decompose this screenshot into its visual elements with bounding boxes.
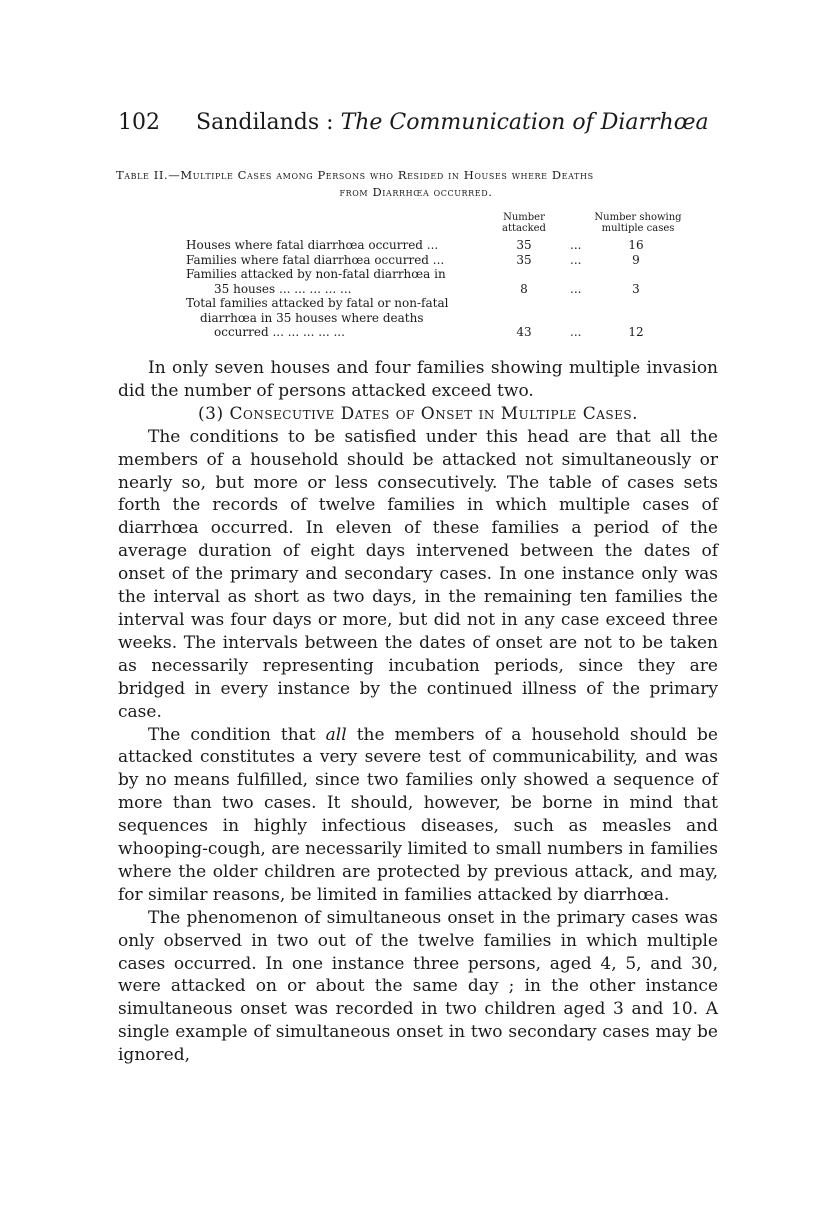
table-row-continued (186, 311, 686, 326)
row-dots: ... (570, 238, 582, 252)
header-author: Sandilands : (196, 110, 334, 135)
paragraph (118, 724, 718, 907)
table-row (186, 253, 686, 268)
table-row (186, 267, 686, 282)
row-label-cont: diarrhœa in 35 houses where deaths (200, 310, 424, 325)
col1-header-line2: attacked (502, 223, 546, 234)
paragraph: In only seven houses and four families showing multiple invasion did the number of persons attacked exceed two. (118, 358, 718, 401)
table-row (186, 296, 686, 311)
row-attacked: 35 (516, 252, 532, 267)
header-title: The Communication of Diarrhœa (340, 110, 709, 135)
row-attacked: 43 (516, 325, 532, 339)
row-label: Total families attacked by fatal or non-fatal (186, 296, 449, 310)
row-label-cont: 35 houses ... ... ... ... ... (214, 281, 352, 296)
paragraph: The conditions to be satisfied under this head are that all the members of a household should be attacked not simultaneously or nearly so, but more or less consecutively. The table of cases sets forth the records of twelve families in which multiple cases of diarrhœa occurred. In eleven of these families a period of the average duration of eight days intervened between the dates of onset of the primary and secondary cases. In one instance only was the interval as short as two days, in the remaining ten families the interval was four days or more, but did not in any case exceed three weeks. The intervals between the dates of onset are not to be taken as necessarily representing incubation periods, since they are bridged in every instance by the continued illness of the primary case. (118, 426, 718, 722)
row-dots: ... (570, 325, 582, 339)
col1-header (496, 212, 552, 234)
body-text (118, 357, 718, 1067)
row-multiple: 3 (632, 281, 640, 296)
row-multiple: 16 (628, 238, 644, 252)
table-row-continued (186, 325, 686, 340)
page-number: 102 (118, 110, 160, 135)
section-heading: (3) Consecutive Dates of Onset in Multiple Cases. (198, 403, 638, 424)
col2-header (590, 212, 686, 234)
paragraph-text: The condition that (148, 724, 326, 745)
row-label: Families attacked by non-fatal diarrhœa in (186, 267, 446, 281)
emphasis: all (325, 724, 347, 745)
row-attacked: 35 (516, 238, 532, 252)
table-caption (116, 167, 716, 201)
col2-header-line1: Number showing (594, 212, 682, 223)
running-header (118, 108, 709, 138)
row-multiple: 9 (632, 252, 640, 267)
row-label: Families where fatal diarrhœa occurred ... (186, 252, 445, 267)
row-dots: ... (570, 252, 582, 267)
paragraph-text: the members of a household should be attacked constitutes a very severe test of communicability, and was by no means fulfilled, since two families only showed a sequence of more than two cases. It should, however, be borne in mind that sequences in highly infectious diseases, such as measles and whooping-cough, are necessarily limited to small numbers in families where the older children are protected by previous attack, and may, for similar reasons, be limited in families attacked by diarrhœa. (118, 724, 718, 905)
col1-header-line1: Number (503, 212, 545, 223)
row-multiple: 12 (628, 325, 644, 339)
row-label: Houses where fatal diarrhœa occurred ... (186, 238, 439, 252)
row-attacked: 8 (520, 281, 528, 296)
row-dots: ... (570, 281, 582, 296)
data-table (186, 212, 686, 340)
table-caption-line2: from Diarrhœa occurred. (339, 185, 493, 199)
table-row (186, 238, 686, 253)
table-row-continued (186, 282, 686, 297)
table-caption-line1: Table II.—Multiple Cases among Persons who Resided in Houses where Deaths (116, 168, 594, 182)
paragraph: The phenomenon of simultaneous onset in the primary cases was only observed in two out of the twelve families in which multiple cases occurred. In one instance three persons, aged 4, 5, and 30, were attacked on or about the same day ; in the other instance simultaneous onset was recorded in two children aged 3 and 10. A single example of simultaneous onset in two secondary cases may be ignored, (118, 907, 718, 1066)
row-label-cont: occurred ... ... ... ... ... (214, 325, 345, 339)
col2-header-line2: multiple cases (601, 223, 675, 234)
